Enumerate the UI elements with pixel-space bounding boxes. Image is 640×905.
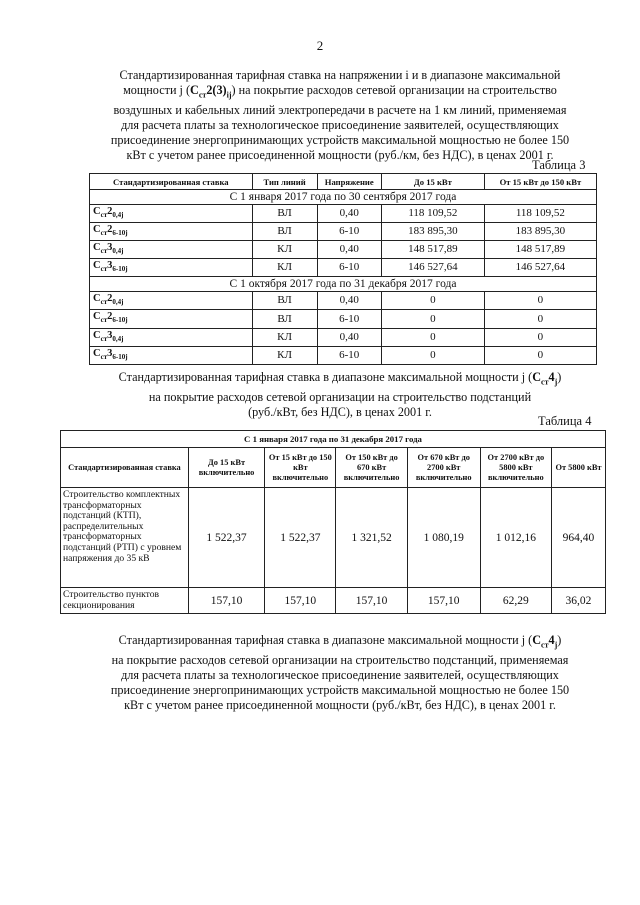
t3-header: Напряжение	[317, 174, 381, 190]
text-line: воздушных и кабельных линий электропередачи в расчете на 1 км линий, применяемая	[113, 102, 567, 117]
text-line: на покрытие расходов сетевой организации на строительство подстанций	[148, 389, 532, 404]
text-line: мощности j $(С_{ст}2(3)_{ij})$ на покрытие расходов сетевой организации на строительство	[123, 83, 557, 100]
t4-cell: 964,40	[551, 488, 605, 588]
t3-voltage: 6-10	[317, 310, 381, 328]
t4-row-desc: Строительство комплектных трансформаторных подстанций (КТП), распределительных трансформаторных подстанций (РТП) с уровнем напряжения до 35 кВ	[61, 488, 189, 588]
t3-voltage: 6-10	[317, 259, 381, 277]
table-row	[90, 241, 597, 259]
t3-value: 0	[381, 310, 484, 328]
table-row	[90, 223, 597, 241]
section1-text	[80, 68, 600, 164]
t3-voltage: 0,40	[317, 205, 381, 223]
table-row	[90, 328, 597, 346]
t3-type: КЛ	[252, 259, 317, 277]
text-line: Стандартизированная тарифная ставка в диапазоне максимальной мощности j $(С_{ст}4_j)$	[118, 370, 562, 387]
t3-type: КЛ	[252, 241, 317, 259]
t3-value: 183 895,30	[484, 223, 596, 241]
t3-voltage: 6-10	[317, 346, 381, 364]
t3-header: От 15 кВт до 150 кВт	[484, 174, 596, 190]
t3-value: 0	[484, 292, 596, 310]
t3-header: Тип линий	[252, 174, 317, 190]
t4-header: От 2700 кВт до 5800 кВт включительно	[480, 448, 551, 488]
t4-header: Стандартизированная ставка	[61, 448, 189, 488]
t4-period: С 1 января 2017 года по 31 декабря 2017 года	[61, 431, 606, 448]
t3-value: 0	[381, 292, 484, 310]
t3-code: $С_{ст}2_{6-10j}$	[90, 310, 253, 328]
table4-caption: Таблица 4	[538, 414, 592, 428]
text-line: (руб./кВт, без НДС), в ценах 2001 г.	[248, 404, 432, 419]
table4	[60, 430, 606, 614]
t3-type: КЛ	[252, 346, 317, 364]
text-line: на покрытие расходов сетевой организации на строительство подстанций, применяемая	[111, 652, 569, 667]
t3-type: КЛ	[252, 328, 317, 346]
t3-voltage: 6-10	[317, 223, 381, 241]
text-line: кВт с учетом ранее присоединенной мощности (руб./кВт, без НДС), в ценах 2001 г.	[124, 698, 556, 713]
t4-cell: 1 321,52	[336, 488, 407, 588]
table3	[89, 173, 597, 365]
t3-code: $С_{ст}2_{6-10j}$	[90, 223, 253, 241]
t4-cell: 1 080,19	[407, 488, 480, 588]
table-row	[90, 346, 597, 364]
t3-value: 118 109,52	[381, 205, 484, 223]
t3-code: $С_{ст}3_{0,4j}$	[90, 328, 253, 346]
text-line: присоединение энергопринимающих устройств максимальной мощностью не более 150	[110, 683, 570, 698]
t4-header: От 15 кВт до 150 кВт включительно	[265, 448, 336, 488]
t3-period: С 1 января 2017 года по 30 сентября 2017 года	[90, 190, 597, 205]
t3-value: 118 109,52	[484, 205, 596, 223]
t3-code: $С_{ст}2_{0,4j}$	[90, 292, 253, 310]
t3-period: С 1 октября 2017 года по 31 декабря 2017 года	[90, 277, 597, 292]
table-row	[90, 310, 597, 328]
t3-value: 0	[381, 346, 484, 364]
t3-type: ВЛ	[252, 292, 317, 310]
t3-code: $С_{ст}3_{0,4j}$	[90, 241, 253, 259]
t3-value: 0	[484, 346, 596, 364]
t3-type: ВЛ	[252, 310, 317, 328]
t4-header: От 670 кВт до 2700 кВт включительно	[407, 448, 480, 488]
t3-header: До 15 кВт	[381, 174, 484, 190]
text-line: кВт с учетом ранее присоединенной мощности (руб./км, без НДС), в ценах 2001 г.	[126, 148, 554, 163]
t3-code: $С_{ст}3_{6-10j}$	[90, 259, 253, 277]
t3-value: 0	[484, 328, 596, 346]
t3-value: 0	[381, 328, 484, 346]
section2-text	[80, 370, 600, 420]
t4-cell: 62,29	[480, 588, 551, 614]
t3-voltage: 0,40	[317, 241, 381, 259]
t4-cell: 157,10	[265, 588, 336, 614]
t3-code: $С_{ст}2_{0,4j}$	[90, 205, 253, 223]
t4-cell: 36,02	[551, 588, 605, 614]
text-line: для расчета платы за технологическое присоединение заявителей, осуществляющих	[121, 118, 559, 133]
t4-cell: 1 522,37	[265, 488, 336, 588]
t3-value: 148 517,89	[381, 241, 484, 259]
t3-value: 0	[484, 310, 596, 328]
text-line: для расчета платы за технологическое присоединение заявителей, осуществляющих	[121, 667, 559, 682]
t4-cell: 157,10	[407, 588, 480, 614]
t3-voltage: 0,40	[317, 292, 381, 310]
table-row	[90, 292, 597, 310]
t4-header: До 15 кВт включительно	[188, 448, 264, 488]
t4-header: От 5800 кВт	[551, 448, 605, 488]
t4-header: От 150 кВт до 670 кВт включительно	[336, 448, 407, 488]
t3-value: 148 517,89	[484, 241, 596, 259]
t4-row-desc: Строительство пунктов секционирования	[61, 588, 189, 614]
table3-caption: Таблица 3	[532, 158, 586, 172]
text-line: Стандартизированная тарифная ставка на напряжении i и в диапазоне максимальной	[119, 68, 561, 82]
t3-type: ВЛ	[252, 223, 317, 241]
t3-value: 183 895,30	[381, 223, 484, 241]
t3-value: 146 527,64	[484, 259, 596, 277]
t4-cell: 157,10	[188, 588, 264, 614]
t3-voltage: 0,40	[317, 328, 381, 346]
text-line: присоединение энергопринимающих устройств максимальной мощностью не более 150	[110, 133, 570, 148]
table-row	[90, 205, 597, 223]
t3-code: $С_{ст}3_{6-10j}$	[90, 346, 253, 364]
t3-type: ВЛ	[252, 205, 317, 223]
t4-cell: 157,10	[336, 588, 407, 614]
table-row	[90, 259, 597, 277]
t4-cell: 1 522,37	[188, 488, 264, 588]
t3-value: 146 527,64	[381, 259, 484, 277]
t4-cell: 1 012,16	[480, 488, 551, 588]
t3-header: Стандартизированная ставка	[90, 174, 253, 190]
section3-text	[80, 633, 600, 713]
page-number: 2	[316, 38, 324, 53]
text-line: Стандартизированная тарифная ставка в диапазоне максимальной мощности j $(С_{ст}4_j)$	[118, 633, 562, 650]
